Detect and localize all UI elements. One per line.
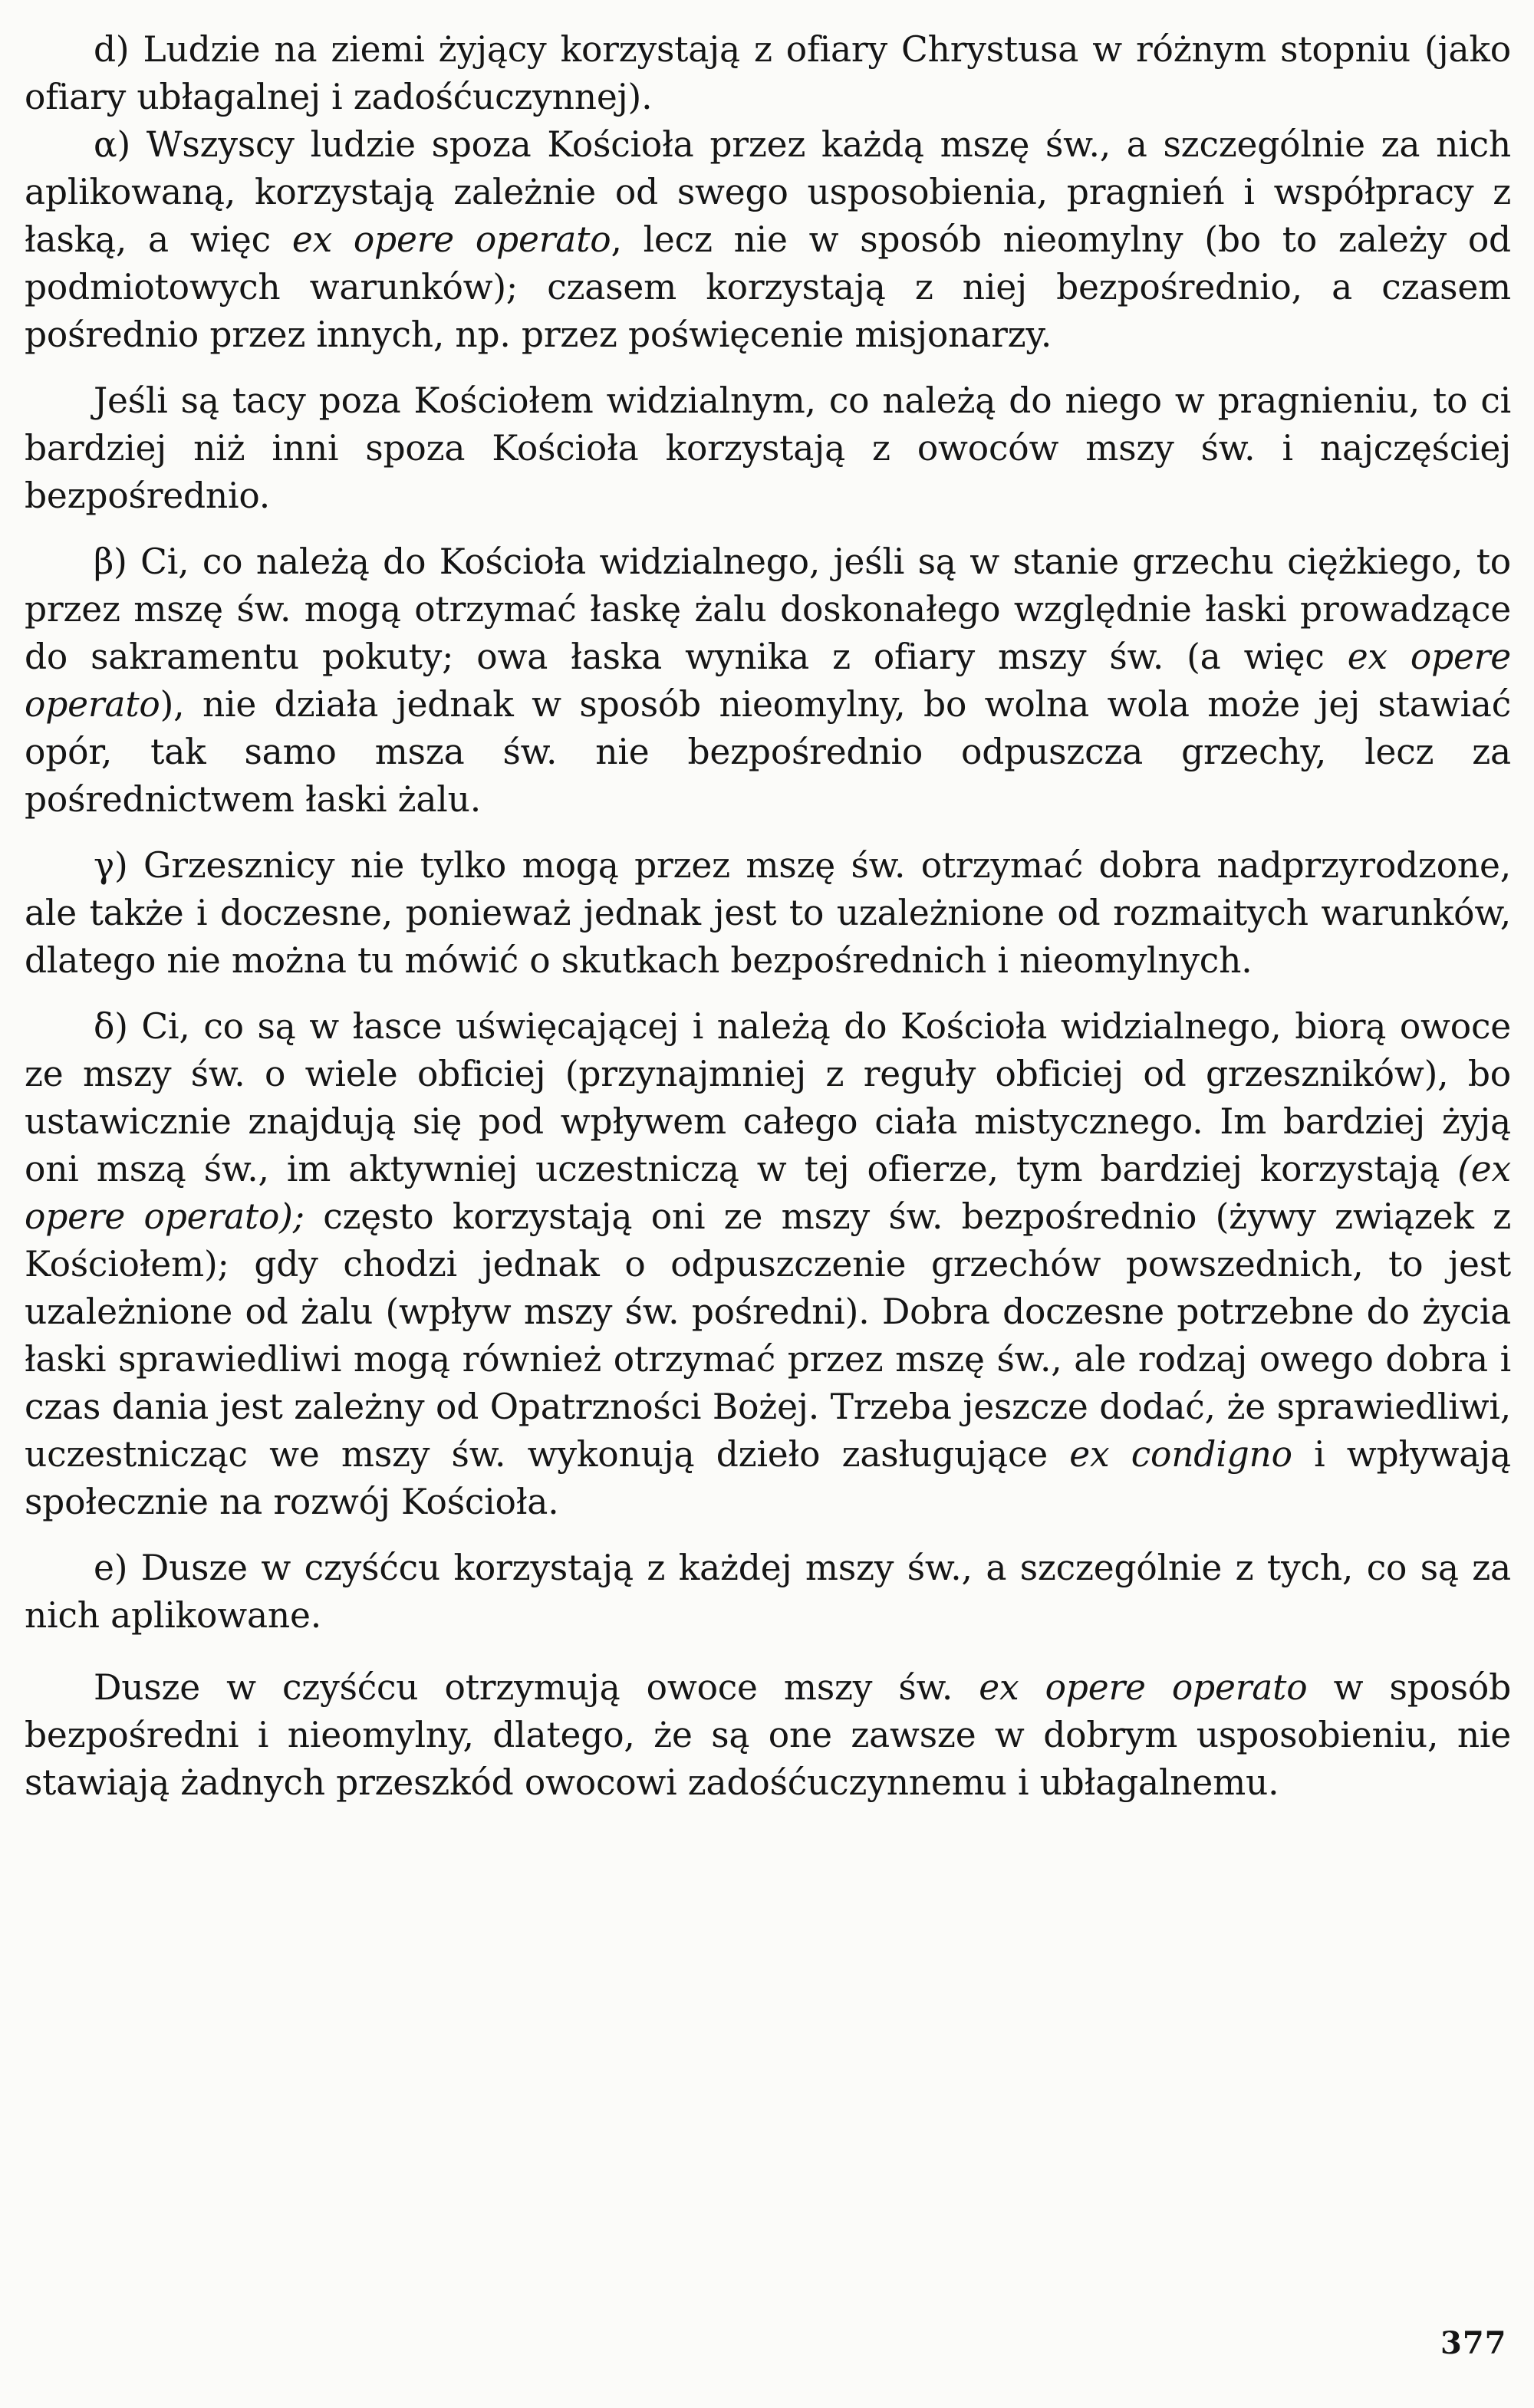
text-run: γ) Grzesznicy nie tylko mogą przez mszę św. otrzymać dobra nadprzyrodzone, ale także i doczesne, ponieważ jednak jest to uzależnione od rozmaitych warunków, dlatego nie można tu mówić o skutkach bezpośrednich i nieomylnych.: [25, 845, 1511, 981]
text-run: e) Dusze w czyśćcu korzystają z każdej mszy św., a szczególnie z tych, co są za nich aplikowane.: [25, 1548, 1511, 1636]
text-run: w sposób bezpośredni i nieomylny, dlatego, że są one zawsze w dobrym usposobieniu, nie stawiają żadnych przeszkód owocowi zadośćuczynnemu i ubłagalnemu.: [25, 1667, 1512, 1803]
paragraph-beta: [25, 538, 1511, 824]
text-run: d) Ludzie na ziemi żyjący korzystają z ofiary Chrystusa w różnym stopniu (jako ofiary ubłagalnej i zadośćuczynnej).: [25, 29, 1511, 117]
paragraph-e: [25, 1544, 1511, 1640]
text-run: Dusze w czyśćcu otrzymują owoce mszy św.: [94, 1667, 979, 1708]
text-run: , lecz nie w sposób nieomylny (bo to zależy od podmiotowych warunków); czasem korzystają z niej bezpośrednio, a czasem pośrednio przez innych, np. przez poświęcenie misjonarzy.: [25, 219, 1511, 355]
text-run: i wpływają społecznie na rozwój Kościoła.: [25, 1434, 1511, 1522]
paragraph-gamma: [25, 842, 1511, 985]
text-run: α) Wszyscy ludzie spoza Kościoła przez każdą mszę św., a szczególnie za nich aplikowaną, korzystają zależnie od swego usposobienia, pragnień i współpracy z łaską, a więc: [25, 124, 1511, 260]
paragraph-delta: [25, 1003, 1511, 1526]
italic-phrase: ex opere operato: [291, 219, 611, 260]
italic-phrase: ex opere operato: [979, 1667, 1308, 1708]
paragraph-d: [25, 26, 1511, 121]
italic-phrase: (ex opere operato);: [25, 1149, 1511, 1237]
text-run: często korzystają oni ze mszy św. bezpośrednio (żywy związek z Kościołem); gdy chodzi jednak o odpuszczenie grzechów powszednich, to jest uzależnione od żalu (wpływ mszy św. pośredni). Dobra doczesne potrzebne do życia łaski sprawiedliwi mogą również otrzymać przez mszę św., ale rodzaj owego dobra i czas dania jest zależny od Opatrzności Bożej. Trzeba jeszcze dodać, że sprawiedliwi, uczestnicząc we mszy św. wykonują dzieło zasługujące: [25, 1196, 1511, 1475]
italic-phrase: ex condigno: [1069, 1434, 1292, 1475]
paragraph-e-continued: [25, 1664, 1511, 1807]
text-run: ), nie działa jednak w sposób nieomylny, bo wolna wola może jej stawiać opór, tak samo msza św. nie bezpośrednio odpuszcza grzechy, lecz za pośrednictwem łaski żalu.: [25, 684, 1511, 820]
italic-phrase: ex opere operato: [25, 637, 1512, 725]
text-run: Jeśli są tacy poza Kościołem widzialnym, co należą do niego w pragnieniu, to ci bardziej niż inni spoza Kościoła korzystają z owoców mszy św. i najczęściej bezpośrednio.: [25, 380, 1511, 516]
paragraph-alpha-continued: [25, 377, 1511, 520]
text-run: β) Ci, co należą do Kościoła widzialnego, jeśli są w stanie grzechu ciężkiego, to przez mszę św. mogą otrzymać łaskę żalu doskonałego względnie łaski prowadzące do sakramentu pokuty; owa łaska wynika z ofiary mszy św. (a więc: [25, 541, 1511, 677]
paragraph-alpha: [25, 121, 1511, 359]
text-run: δ) Ci, co są w łasce uświęcającej i należą do Kościoła widzialnego, biorą owoce ze mszy św. o wiele obficiej (przynajmniej z reguły obficiej od grzeszników), bo ustawicznie znajdują się pod wpływem całego ciała mistycznego. Im bardziej żyją oni mszą św., im aktywniej uczestniczą w tej ofierze, tym bardziej korzystają: [25, 1006, 1511, 1189]
page-body-text: [25, 26, 1511, 1807]
page-number: 377: [1440, 2325, 1507, 2361]
